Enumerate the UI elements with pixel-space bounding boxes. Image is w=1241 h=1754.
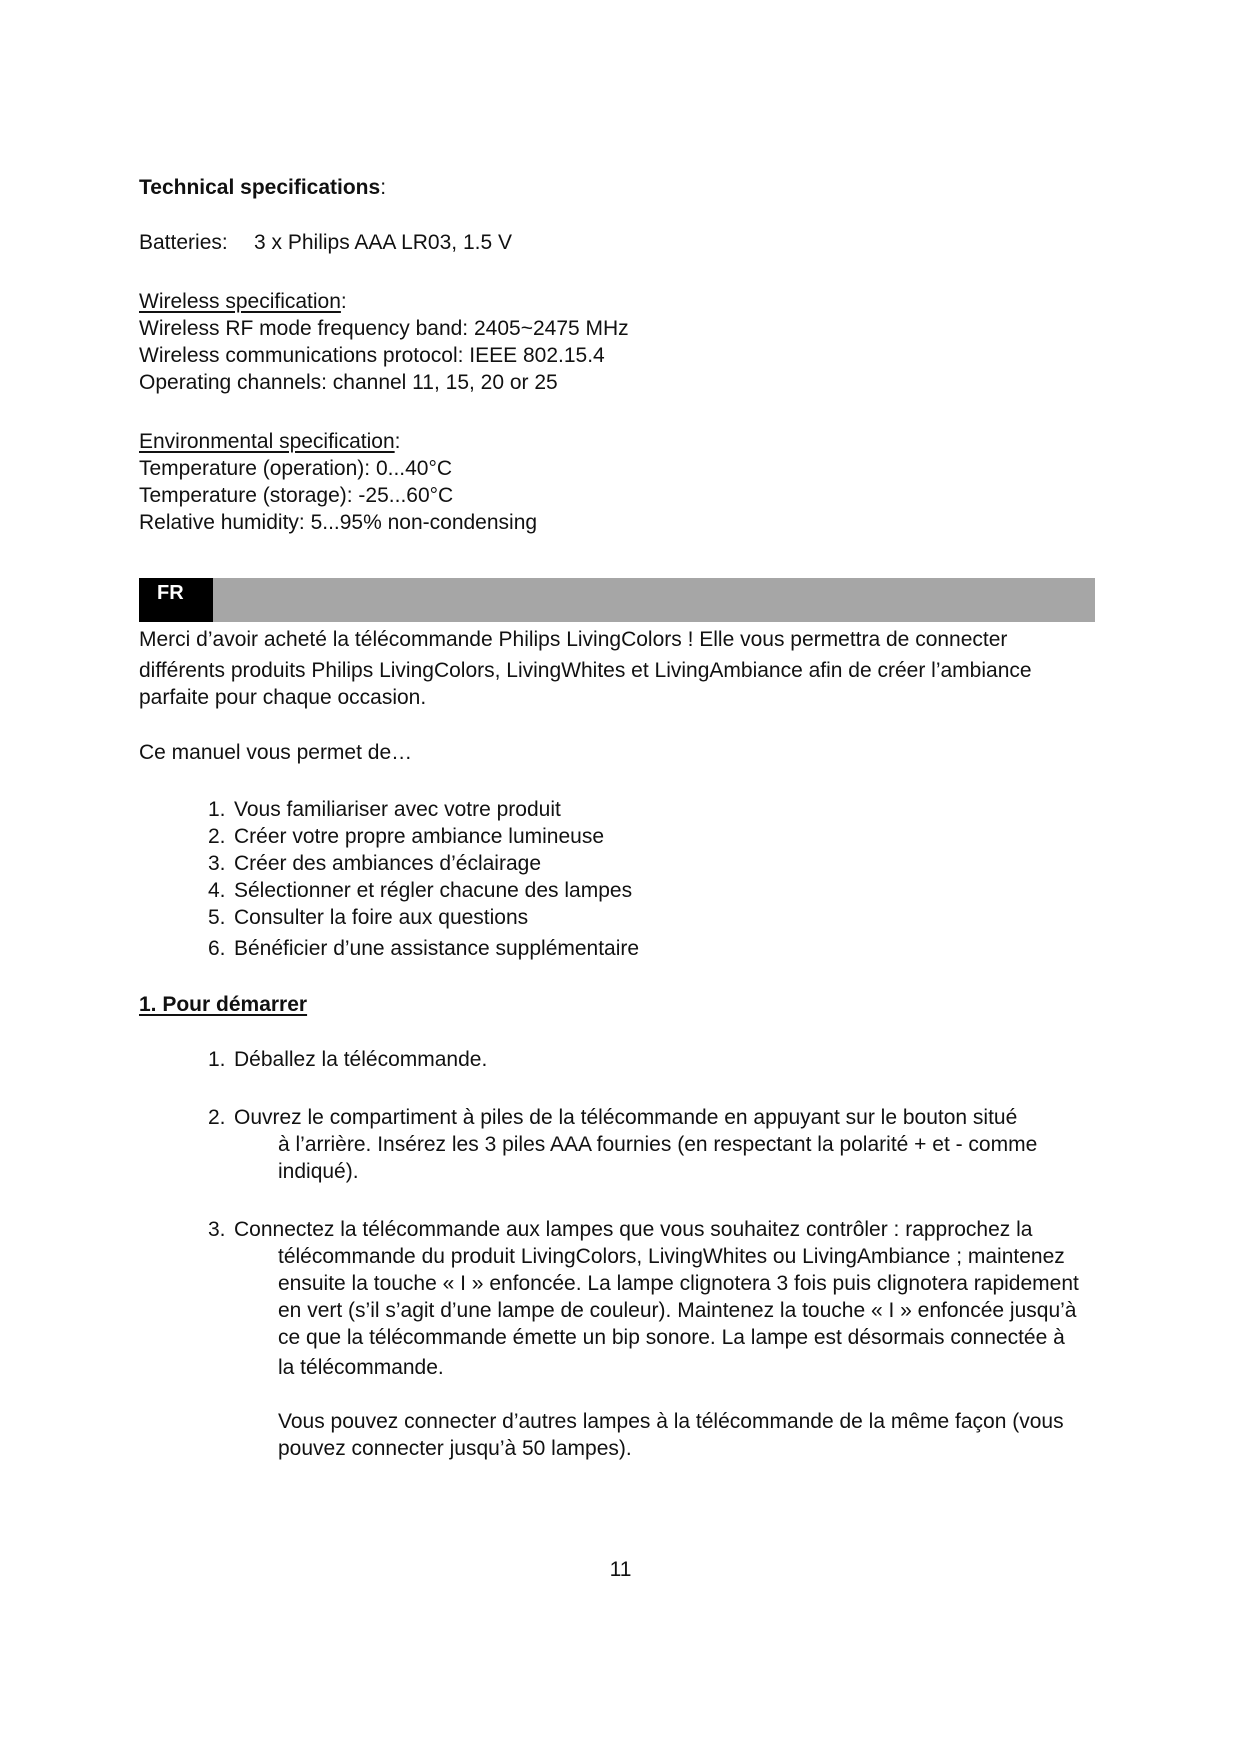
step-item bbox=[208, 1216, 1032, 1244]
toc-text: Créer des ambiances d’éclairage bbox=[234, 852, 541, 875]
specs-heading-text: Technical specifications bbox=[139, 176, 381, 199]
wireless-heading bbox=[139, 288, 347, 316]
toc-item bbox=[208, 850, 541, 878]
step-item bbox=[208, 1104, 1017, 1132]
wireless-line: Wireless communications protocol: IEEE 802.15.4 bbox=[139, 344, 605, 367]
toc-text: Vous familiariser avec votre produit bbox=[234, 798, 561, 821]
toc-number: 5. bbox=[208, 906, 226, 929]
toc-text: Créer votre propre ambiance lumineuse bbox=[234, 825, 605, 848]
toc-item bbox=[208, 904, 528, 932]
intro-line: différents produits Philips LivingColors, LivingWhites et LivingAmbiance afin de créer l’ambiance bbox=[139, 659, 1032, 682]
wireless-heading-suffix: : bbox=[340, 290, 347, 313]
wireless-heading-text: Wireless specification bbox=[139, 290, 341, 313]
toc-text: Bénéficier d’une assistance supplémentaire bbox=[234, 937, 640, 960]
wireless-line: Operating channels: channel 11, 15, 20 or 25 bbox=[139, 371, 558, 394]
specs-heading-suffix: : bbox=[380, 176, 387, 199]
step-continuation: la télécommande. bbox=[278, 1356, 444, 1379]
step-number: 2. bbox=[208, 1106, 226, 1129]
step-continuation: ensuite la touche « I » enfoncée. La lampe clignotera 3 fois puis clignotera rapidement bbox=[278, 1272, 1079, 1295]
batteries-label: Batteries: bbox=[139, 231, 228, 254]
step-text: Connectez la télécommande aux lampes que vous souhaitez contrôler : rapprochez la bbox=[234, 1218, 1033, 1241]
intro-line: parfaite pour chaque occasion. bbox=[139, 686, 427, 709]
toc-item bbox=[208, 796, 561, 824]
environmental-line: Temperature (operation): 0...40°C bbox=[139, 457, 453, 480]
environmental-heading-text: Environmental specification bbox=[139, 430, 395, 453]
step-continuation: à l’arrière. Insérez les 3 piles AAA fournies (en respectant la polarité + et - comme bbox=[278, 1133, 1038, 1156]
page-number: 11 bbox=[609, 1558, 632, 1581]
step-continuation: en vert (s’il s’agit d’une lampe de couleur). Maintenez la touche « I » enfoncée jusqu’à bbox=[278, 1299, 1077, 1322]
step-text: Déballez la télécommande. bbox=[234, 1048, 488, 1071]
language-tag-fr: FR bbox=[139, 578, 213, 622]
toc-number: 1. bbox=[208, 798, 226, 821]
environmental-line: Temperature (storage): -25...60°C bbox=[139, 484, 454, 507]
environmental-line: Relative humidity: 5...95% non-condensing bbox=[139, 511, 538, 534]
section-title: 1. Pour démarrer bbox=[139, 993, 308, 1016]
toc-number: 3. bbox=[208, 852, 226, 875]
batteries-value: 3 x Philips AAA LR03, 1.5 V bbox=[254, 231, 512, 254]
step-continuation: indiqué). bbox=[278, 1160, 359, 1183]
language-section-band bbox=[139, 578, 1095, 622]
step-continuation: télécommande du produit LivingColors, LivingWhites ou LivingAmbiance ; maintenez bbox=[278, 1245, 1065, 1268]
step-text: Ouvrez le compartiment à piles de la télécommande en appuyant sur le bouton situé bbox=[234, 1106, 1018, 1129]
specs-heading bbox=[139, 174, 386, 202]
toc-text: Consulter la foire aux questions bbox=[234, 906, 529, 929]
environmental-heading-suffix: : bbox=[394, 430, 401, 453]
environmental-heading bbox=[139, 428, 400, 456]
step-number: 3. bbox=[208, 1218, 226, 1241]
wireless-line: Wireless RF mode frequency band: 2405~2475 MHz bbox=[139, 317, 629, 340]
toc-item bbox=[208, 823, 604, 851]
intro-line: Merci d’avoir acheté la télécommande Philips LivingColors ! Elle vous permettra de connecter bbox=[139, 628, 1008, 651]
toc-item bbox=[208, 877, 632, 905]
toc-number: 4. bbox=[208, 879, 226, 902]
toc-number: 6. bbox=[208, 937, 226, 960]
toc-item bbox=[208, 935, 639, 963]
toc-number: 2. bbox=[208, 825, 226, 848]
toc-text: Sélectionner et régler chacune des lampes bbox=[234, 879, 633, 902]
step-continuation: ce que la télécommande émette un bip sonore. La lampe est désormais connectée à bbox=[278, 1326, 1065, 1349]
step-number: 1. bbox=[208, 1048, 226, 1071]
extra-line: pouvez connecter jusqu’à 50 lampes). bbox=[278, 1437, 632, 1460]
extra-line: Vous pouvez connecter d’autres lampes à la télécommande de la même façon (vous bbox=[278, 1410, 1064, 1433]
manual-lead: Ce manuel vous permet de… bbox=[139, 741, 413, 764]
step-item bbox=[208, 1046, 487, 1074]
